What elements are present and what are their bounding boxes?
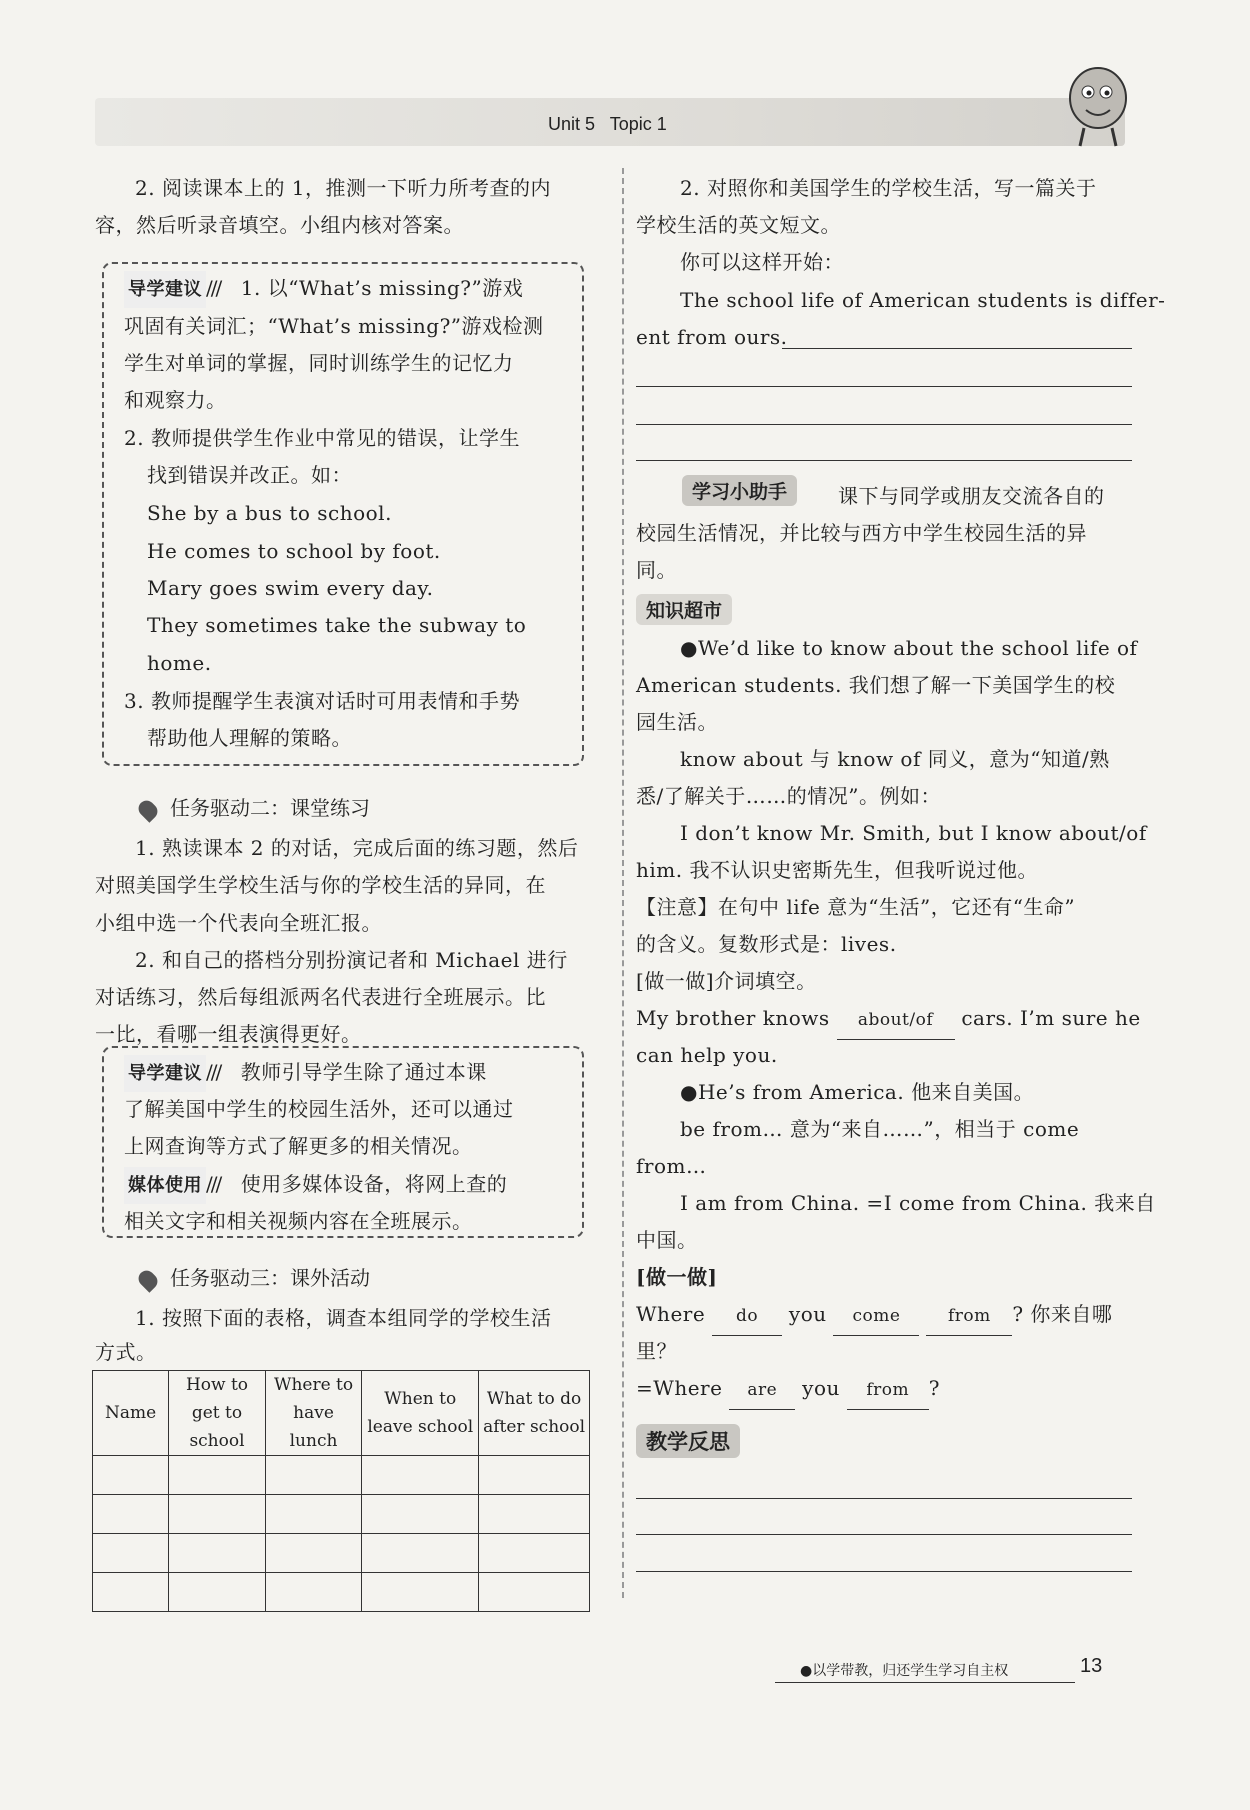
table-cell[interactable] (93, 1534, 169, 1573)
left-intro-1: 2. 阅读课本上的 1，推测一下听力所考查的内 (135, 176, 552, 200)
guide-box-2-line-0: 导学建议 /// 教师引导学生除了通过本课 (124, 1054, 487, 1092)
guide-tag: 导学建议 (124, 271, 206, 308)
answer-blank[interactable]: come (833, 1298, 919, 1336)
table-cell[interactable] (362, 1534, 479, 1573)
knowledge-market-label: 知识超市 (636, 594, 732, 625)
exercise-1-line-2: can help you. (636, 1043, 778, 1067)
guide-box-1-line: 帮助他人理解的策略。 (147, 726, 352, 750)
right-intro-1: 2. 对照你和美国学生的学校生活，写一篇关于 (680, 176, 1097, 200)
guide-box-1-line: She by a bus to school. (147, 501, 392, 525)
table-row (93, 1495, 590, 1534)
header-when: When to leave school (362, 1371, 479, 1456)
table-cell[interactable] (479, 1573, 590, 1612)
knowledge-line: American students. 我们想了解一下美国学生的校 (636, 673, 1116, 697)
writing-line[interactable] (636, 460, 1132, 461)
guide-box-1-line: 3. 教师提醒学生表演对话时可用表情和手势 (124, 689, 520, 713)
answer-blank[interactable]: from (847, 1372, 929, 1410)
guide-box-2-line: 了解美国中学生的校园生活外，还可以通过 (124, 1097, 514, 1121)
right-intro-5: ent from ours. (636, 325, 788, 349)
task-2-line: 对照美国学生学校生活与你的学校生活的异同，在 (95, 873, 546, 897)
answer-blank[interactable]: are (729, 1372, 795, 1410)
table-cell[interactable] (265, 1495, 362, 1534)
table-cell[interactable] (362, 1573, 479, 1612)
guide-box-1-line: home. (147, 651, 212, 675)
page-number: 13 (1080, 1655, 1103, 1677)
table-cell[interactable] (93, 1573, 169, 1612)
answer-blank[interactable]: about/of (837, 1002, 955, 1040)
right-intro-3: 你可以这样开始： (680, 250, 844, 274)
guide-tag: 导学建议 (124, 1055, 206, 1092)
teaching-reflection-label: 教学反思 (636, 1424, 740, 1458)
helper-line: 同。 (636, 558, 677, 582)
task-3-line: 1. 按照下面的表格，调查本组同学的学校生活 (135, 1306, 552, 1330)
header-where: Where to have lunch (265, 1371, 362, 1456)
mascot-icon (1062, 62, 1132, 150)
table-row (93, 1456, 590, 1495)
helper-line: 校园生活情况，并比较与西方中学生校园生活的异 (636, 521, 1087, 545)
header-what: What to do after school (479, 1371, 590, 1456)
knowledge-line: 【注意】在句中 life 意为“生活”，它还有“生命” (636, 895, 1076, 919)
table-cell[interactable] (93, 1456, 169, 1495)
right-intro-2: 学校生活的英文短文。 (636, 213, 841, 237)
guide-box-1-line-0: 导学建议 /// 1. 以“What’s missing?”游戏 (124, 270, 523, 308)
writing-line[interactable] (782, 348, 1132, 349)
study-helper-label: 学习小助手 (682, 475, 797, 506)
task-3-line: 方式。 (95, 1340, 157, 1364)
task-2-line: 1. 熟读课本 2 的对话，完成后面的练习题，然后 (135, 836, 579, 860)
location-pin-icon (135, 1267, 160, 1292)
footer-rule (775, 1682, 1075, 1683)
more-line: I am from China. =I come from China. 我来自 (680, 1191, 1156, 1215)
guide-box-1-line: 找到错误并改正。如： (147, 463, 352, 487)
table-cell[interactable] (169, 1495, 266, 1534)
reflection-line[interactable] (636, 1571, 1132, 1572)
reflection-line[interactable] (636, 1498, 1132, 1499)
knowledge-line: 悉/了解关于……的情况”。例如： (636, 784, 941, 808)
task-2-line: 对话练习，然后每组派两名代表进行全班展示。比 (95, 985, 546, 1009)
knowledge-line: him. 我不认识史密斯先生，但我听说过他。 (636, 858, 1038, 882)
header-how: How to get to school (169, 1371, 266, 1456)
reflection-line[interactable] (636, 1534, 1132, 1535)
right-intro-4: The school life of American students is differ- (680, 288, 1166, 312)
more-line: [做一做] (636, 1265, 718, 1289)
more-line: ●He’s from America. 他来自美国。 (680, 1080, 1035, 1104)
table-cell[interactable] (362, 1495, 479, 1534)
knowledge-line: know about 与 know of 同义，意为“知道/熟 (680, 747, 1110, 771)
answer-blank[interactable]: do (712, 1298, 782, 1336)
task-2-heading: 任务驱动二：课堂练习 (140, 792, 370, 821)
writing-line[interactable] (636, 386, 1132, 387)
task-2-line: 小组中选一个代表向全班汇报。 (95, 911, 382, 935)
guide-box-1-line: 巩固有关词汇；“What’s missing?”游戏检测 (124, 314, 544, 338)
media-line: 相关文字和相关视频内容在全班展示。 (124, 1209, 473, 1233)
writing-line[interactable] (636, 424, 1132, 425)
knowledge-line: I don’t know Mr. Smith, but I know about/of (680, 821, 1147, 845)
guide-box-1-line: 和观察力。 (124, 388, 227, 412)
knowledge-line: 园生活。 (636, 710, 718, 734)
table-cell[interactable] (265, 1456, 362, 1495)
task-2-line: 2. 和自己的搭档分别扮演记者和 Michael 进行 (135, 948, 568, 972)
knowledge-line: [做一做]介词填空。 (636, 969, 817, 993)
table-cell[interactable] (362, 1456, 479, 1495)
helper-line: 课下与同学或朋友交流各自的 (838, 484, 1105, 508)
table-header-row (93, 1371, 590, 1456)
left-intro-2: 容，然后听录音填空。小组内核对答案。 (95, 213, 464, 237)
guide-box-1-line: 学生对单词的掌握，同时训练学生的记忆力 (124, 351, 514, 375)
table-row (93, 1534, 590, 1573)
task-3-heading: 任务驱动三：课外活动 (140, 1262, 370, 1291)
task-2-line: 一比，看哪一组表演得更好。 (95, 1022, 362, 1046)
more-line: 中国。 (636, 1228, 698, 1252)
media-line-0: 媒体使用 /// 使用多媒体设备，将网上查的 (124, 1166, 507, 1204)
guide-box-1-line: They sometimes take the subway to (147, 613, 527, 637)
exercise-2-line-2: 里？ (636, 1339, 677, 1363)
table-cell[interactable] (169, 1534, 266, 1573)
table-cell[interactable] (93, 1495, 169, 1534)
guide-box-2-line: 上网查询等方式了解更多的相关情况。 (124, 1134, 473, 1158)
footer-slogan: ●以学带教，归还学生学习自主权 (800, 1663, 1009, 1679)
table-cell[interactable] (479, 1534, 590, 1573)
table-cell[interactable] (479, 1456, 590, 1495)
column-divider (622, 168, 624, 1598)
guide-box-1-line: Mary goes swim every day. (147, 576, 434, 600)
header-name: Name (93, 1371, 169, 1456)
more-line: be from… 意为“来自……”，相当于 come (680, 1117, 1080, 1141)
table-cell[interactable] (169, 1573, 266, 1612)
knowledge-line: 的含义。复数形式是：lives. (636, 932, 897, 956)
guide-box-1-line: He comes to school by foot. (147, 539, 441, 563)
unit-label: Unit 5 (548, 114, 596, 134)
more-line: from… (636, 1154, 707, 1178)
media-tag: 媒体使用 (124, 1167, 206, 1204)
table-cell[interactable] (169, 1456, 266, 1495)
exercise-3: =Where are you from ? (636, 1370, 940, 1410)
page-header (548, 114, 667, 135)
table-cell[interactable] (265, 1534, 362, 1573)
guide-box-1-line: 2. 教师提供学生作业中常见的错误，让学生 (124, 426, 520, 450)
topic-label: Topic 1 (609, 114, 667, 134)
exercise-2: Where do you come from ? 你来自哪 (636, 1296, 1112, 1336)
knowledge-line: ●We’d like to know about the school life of (680, 636, 1138, 660)
table-cell[interactable] (265, 1573, 362, 1612)
answer-blank[interactable]: from (926, 1298, 1012, 1336)
survey-table (92, 1370, 590, 1612)
table-cell[interactable] (479, 1495, 590, 1534)
location-pin-icon (135, 797, 160, 822)
table-row (93, 1573, 590, 1612)
exercise-1: My brother knows about/of cars. I’m sure he (636, 1000, 1141, 1040)
